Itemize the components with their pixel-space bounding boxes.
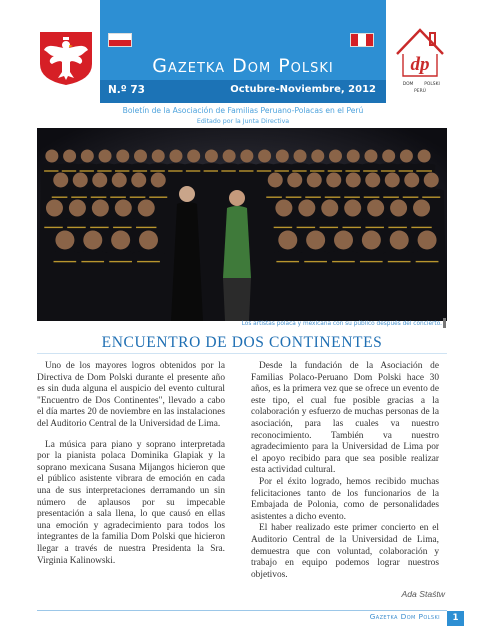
cadet-head xyxy=(326,173,341,188)
author-signature: Ada Staśtw xyxy=(401,589,445,599)
cadet-head xyxy=(311,150,324,163)
cadet-head xyxy=(390,200,407,217)
cadet-braid xyxy=(109,261,132,262)
cadet-head xyxy=(138,200,155,217)
cadet-braid xyxy=(186,170,202,171)
cadet-head xyxy=(346,173,361,188)
cadet-head xyxy=(55,231,74,250)
cadet-head xyxy=(362,231,381,250)
cadet-head xyxy=(306,231,325,250)
cadet-head xyxy=(240,150,253,163)
cadet-braid xyxy=(422,197,440,198)
cadet-braid xyxy=(54,261,77,262)
issue-number: N.º 73 xyxy=(108,84,145,96)
cadet-head xyxy=(152,150,165,163)
logo-text-dom: DOM xyxy=(402,82,414,87)
cadet-braid xyxy=(266,197,284,198)
cadet-head xyxy=(99,150,112,163)
cadet-braid xyxy=(239,170,255,171)
article-headline: ENCUENTRO DE DOS CONTINENTES xyxy=(101,334,383,351)
cadet-head xyxy=(131,173,146,188)
article-paragraph: Uno de los mayores logros obtenidos por la Directiva de Dom Polski durante el presente año es sin duda alguna el auspicio del evento cultural "Encuentro de Dos Continentes", llevado a cabo el día martes 20 de noviembre en las instalaciones del Auditorio Central de la Universidad de Lima. xyxy=(37,361,225,429)
cadet-head xyxy=(382,150,395,163)
cadet-head xyxy=(418,150,431,163)
cadet-head xyxy=(344,200,361,217)
issue-date: Octubre-Noviembre, 2012 xyxy=(230,84,376,95)
cadet-head xyxy=(287,173,302,188)
cadet-braid xyxy=(91,197,109,198)
cadet-head xyxy=(367,200,384,217)
cadet-head xyxy=(63,150,76,163)
cadet-head xyxy=(365,173,380,188)
cadet-head xyxy=(81,150,94,163)
polish-eagle-emblem xyxy=(36,30,96,86)
cadet-head xyxy=(151,173,166,188)
cadet-braid xyxy=(257,170,273,171)
cadet-braid xyxy=(364,197,382,198)
cadet-head xyxy=(385,173,400,188)
cadet-head xyxy=(258,150,271,163)
photo-caption: Los artistas polaca y mexicana con su público después del concierto. xyxy=(241,321,442,327)
cadet-head xyxy=(364,150,377,163)
cadet-head xyxy=(347,150,360,163)
cadet-head xyxy=(307,173,322,188)
cadet-head xyxy=(294,150,307,163)
article-paragraph: Desde la fundación de la Asociación de Familias Polaco-Peruano Dom Polski hace 30 años, es la primera vez que se ofrece un evento de este tipo, el cual fue posible gracias a la colaboración y esfuerzo de muchas personas de la asociación, para las cuales va nuestro reconocimiento. También va nuestro agradecimiento para la Universidad de Lima por el apoyo recibido para que sea posible realizar esta actividad cultural. xyxy=(251,361,439,476)
cadet-head xyxy=(169,150,182,163)
publication-title: Gazetka Dom Polski xyxy=(152,55,334,77)
cadet-braid xyxy=(110,197,128,198)
cadet-head xyxy=(276,150,289,163)
publication-subtitle: Boletín de la Asociación de Familias Peruano-Polacas en el Perú xyxy=(122,106,364,115)
cadet-braid xyxy=(62,170,78,171)
cadet-braid xyxy=(416,170,432,171)
cadet-head xyxy=(329,150,342,163)
cadet-braid xyxy=(137,261,160,262)
cadet-braid xyxy=(67,227,87,228)
article-column-left xyxy=(37,361,225,576)
cadet-braid xyxy=(399,170,415,171)
cadet-head xyxy=(46,200,63,217)
cadet-braid xyxy=(81,261,104,262)
cadet-braid xyxy=(44,227,64,228)
cadet-braid xyxy=(381,170,397,171)
cadet-head xyxy=(334,231,353,250)
cadet-braid xyxy=(90,227,110,228)
caption-marker xyxy=(443,318,446,328)
cadet-braid xyxy=(44,170,60,171)
dom-polski-logo-icon xyxy=(393,24,447,98)
cadet-braid xyxy=(113,227,133,228)
cadet-braid xyxy=(80,170,96,171)
cadet-braid xyxy=(310,170,326,171)
cadet-braid xyxy=(403,197,421,198)
cadet-braid xyxy=(305,197,323,198)
cadet-head xyxy=(139,231,158,250)
cadet-head xyxy=(424,173,439,188)
cadet-head xyxy=(73,173,88,188)
cadet-braid xyxy=(332,261,355,262)
cadet-head xyxy=(83,231,102,250)
poland-flag-icon xyxy=(108,33,132,47)
cadet-braid xyxy=(360,261,383,262)
cadet-braid xyxy=(363,170,379,171)
group-photo-illustration xyxy=(37,128,447,321)
cadet-head xyxy=(275,200,292,217)
cadet-head xyxy=(92,200,109,217)
cadet-head xyxy=(187,150,200,163)
cadet-head xyxy=(390,231,409,250)
article-paragraph: La música para piano y soprano interpretada por la pianista polaca Dominika Glapiak y la soprano mexicana Susana Mijangos hicieron que el público asistente vibrara de emoción en cada una de sus interpretaciones derramando un sin número de aplausos por su impecable presentación a sala llena, lo que causó en ellas una emoción y agradecimiento para todos los integrantes de la familia Dom Polski que hicieron llegar a través de nuestra Presidenta la Sra. Virginia Kalinowski. xyxy=(37,439,225,566)
cadet-head xyxy=(418,231,437,250)
cadet-braid xyxy=(383,197,401,198)
cadet-braid xyxy=(343,227,363,228)
cadet-braid xyxy=(115,170,131,171)
headline-divider xyxy=(37,353,447,354)
cadet-braid xyxy=(221,170,237,171)
cadet-braid xyxy=(136,227,156,228)
cadet-head xyxy=(45,150,58,163)
cadet-braid xyxy=(133,170,149,171)
article-paragraph: Por el éxito logrado, hemos recibido muchas felicitaciones tanto de los funcionarios de la Embajada de Polonia, como de personalidades asistentes a dicho evento. xyxy=(251,476,439,522)
article-paragraph: El haber realizado este primer concierto en el Auditorio Central de la Universidad de Lima, demuestra que con voluntad, colaboración y trabajo en equipo podemos lograr nuestros objetivos. xyxy=(251,523,439,580)
cadet-head xyxy=(400,150,413,163)
issue-bar xyxy=(100,80,386,103)
cadet-braid xyxy=(150,170,166,171)
cadet-braid xyxy=(204,170,220,171)
group-photo xyxy=(37,128,447,321)
cadet-head xyxy=(298,200,315,217)
cadet-braid xyxy=(388,261,411,262)
cadet-head xyxy=(268,173,283,188)
cadet-braid xyxy=(130,197,148,198)
cadet-braid xyxy=(304,261,327,262)
cadet-braid xyxy=(344,197,362,198)
cadet-braid xyxy=(97,170,113,171)
cadet-braid xyxy=(168,170,184,171)
cadet-head xyxy=(92,173,107,188)
cadet-head xyxy=(404,173,419,188)
cadet-braid xyxy=(365,227,385,228)
cadet-braid xyxy=(149,197,167,198)
cadet-head xyxy=(223,150,236,163)
cadet-head xyxy=(205,150,218,163)
cadet-head xyxy=(111,231,130,250)
cadet-braid xyxy=(411,227,431,228)
cadet-braid xyxy=(320,227,340,228)
cadet-braid xyxy=(274,227,294,228)
edited-by-line: Editado por la Junta Directiva xyxy=(196,118,290,125)
peru-flag-icon xyxy=(350,33,374,47)
cadet-head xyxy=(69,200,86,217)
footer-publication-name: Gazetka Dom Polski xyxy=(369,612,440,621)
footer-divider xyxy=(37,610,447,611)
cadet-head xyxy=(115,200,132,217)
cadet-head xyxy=(116,150,129,163)
page-number: 1 xyxy=(447,611,464,626)
cadet-head xyxy=(321,200,338,217)
cadet-head xyxy=(278,231,297,250)
cadet-braid xyxy=(416,261,439,262)
logo-text-polski: POLSKI xyxy=(424,82,440,87)
cadet-head xyxy=(53,173,68,188)
cadet-braid xyxy=(71,197,89,198)
cadet-braid xyxy=(286,197,304,198)
cadet-braid xyxy=(275,170,291,171)
cadet-braid xyxy=(276,261,299,262)
article-column-right xyxy=(251,361,439,581)
cadet-head xyxy=(112,173,127,188)
cadet-head xyxy=(134,150,147,163)
cadet-head xyxy=(413,200,430,217)
cadet-braid xyxy=(388,227,408,228)
logo-text-peru: PERÚ xyxy=(414,89,426,94)
cadet-braid xyxy=(292,170,308,171)
cadet-braid xyxy=(297,227,317,228)
cadet-braid xyxy=(325,197,343,198)
cadet-braid xyxy=(52,197,70,198)
cadet-braid xyxy=(328,170,344,171)
svg-text:dp: dp xyxy=(410,54,430,75)
cadet-braid xyxy=(345,170,361,171)
